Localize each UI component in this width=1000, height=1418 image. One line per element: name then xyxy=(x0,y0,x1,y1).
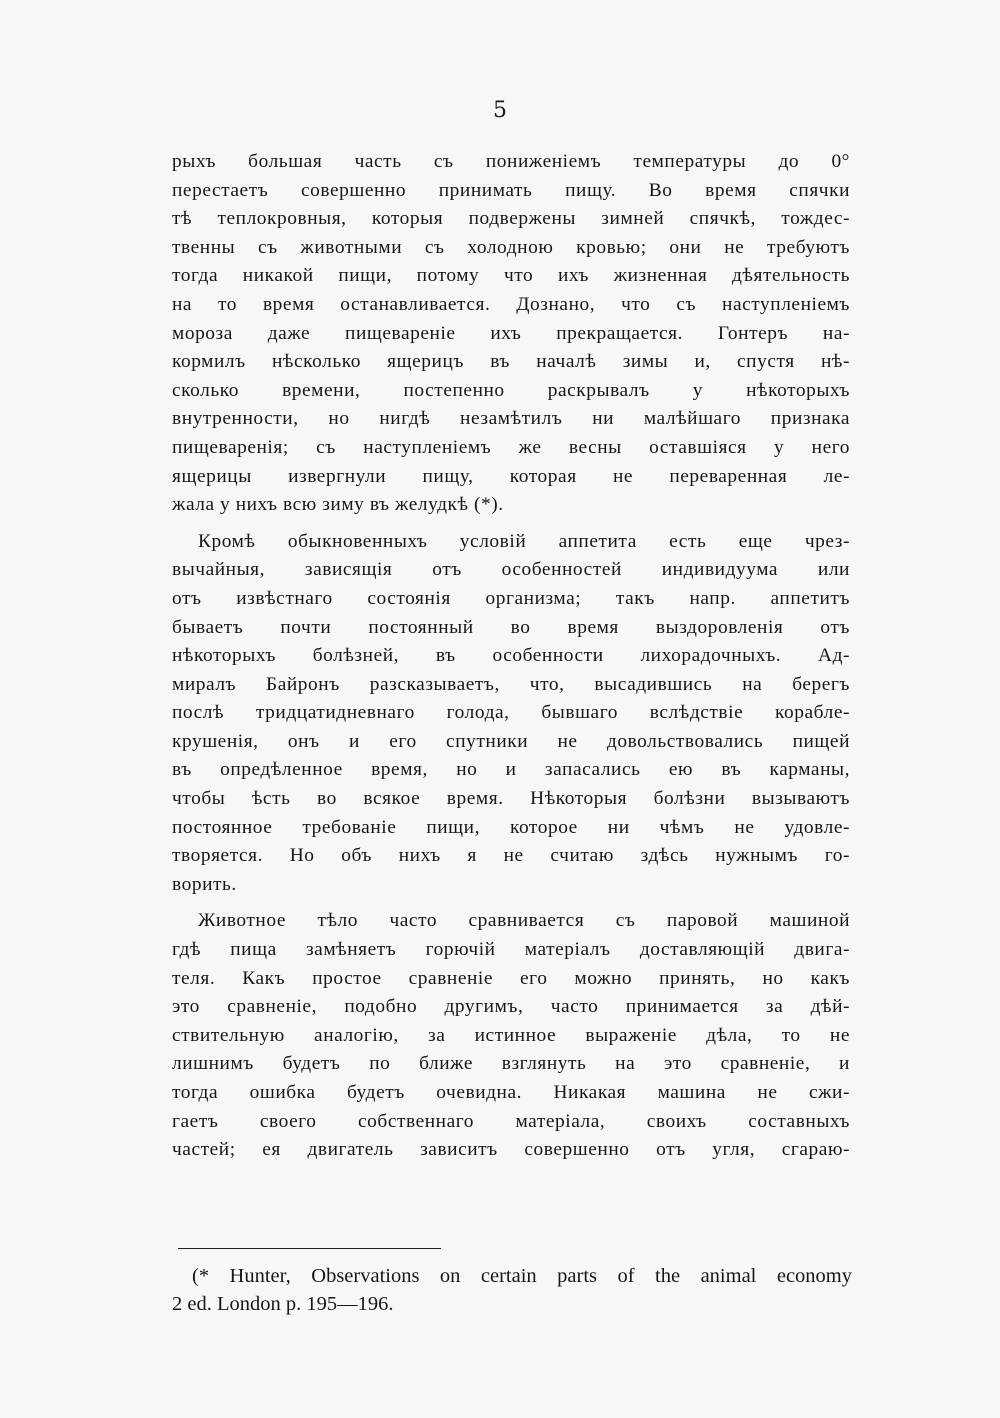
text-line: крушенія, онъ и его спутники не довольствовались пищей xyxy=(172,730,850,752)
text-line: мороза даже пищевареніе ихъ прекращается. Гонтеръ на- xyxy=(172,322,850,344)
text-line: вычайныя, зависящія отъ особенностей индивидуума или xyxy=(172,559,850,581)
text-line: пищеваренія; съ наступленіемъ же весны оставшіяся у него xyxy=(172,436,850,458)
text-line: Животное тѣло часто сравнивается съ паровой машиной xyxy=(198,910,850,932)
text-line: перестаетъ совершенно принимать пищу. Во время спячки xyxy=(172,179,850,201)
text-line: нѣкоторыхъ болѣзней, въ особенности лихорадочныхъ. Ад- xyxy=(172,645,850,667)
text-line: внутренности, но нигдѣ незамѣтилъ ни малѣйшаго признака xyxy=(172,408,850,430)
text-line: ствительную аналогію, за истинное выраженіе дѣла, то не xyxy=(172,1024,850,1046)
text-line: постоянное требованіе пищи, которое ни чѣмъ не удовле- xyxy=(172,816,850,838)
paragraph-1 xyxy=(172,148,850,520)
footnote-line: 2 ed. London p. 195—196. xyxy=(172,1293,394,1315)
text-line: гаетъ своего собственнаго матеріала, своихъ составныхъ xyxy=(172,1110,850,1132)
text-line: отъ извѣстнаго состоянія организма; такъ напр. аппетитъ xyxy=(172,587,850,609)
body-text xyxy=(172,148,850,1165)
text-line: лишнимъ будетъ по ближе взглянуть на это сравненіе, и xyxy=(172,1053,850,1075)
paragraph-gap xyxy=(172,899,850,907)
footnote-line: (* Hunter, Observations on certain parts of the animal economy xyxy=(192,1265,852,1287)
text-line: тѣ теплокровныя, которыя подвержены зимней спячкѣ, тождес- xyxy=(172,208,850,230)
text-line: жала у нихъ всю зиму въ желудкѣ (*). xyxy=(172,494,504,516)
paragraph-3 xyxy=(172,907,850,1164)
paragraph-2 xyxy=(172,528,850,900)
text-line: теля. Какъ простое сравненіе его можно принять, но какъ xyxy=(172,967,850,989)
text-line: ящерицы извергнули пищу, которая не переваренная ле- xyxy=(172,465,850,487)
text-line: бываетъ почти постоянный во время выздоровленія отъ xyxy=(172,616,850,638)
text-line: рыхъ большая часть съ пониженіемъ температуры до 0° xyxy=(172,151,850,172)
text-line: ворить. xyxy=(172,873,237,895)
text-line: Кромѣ обыкновенныхъ условій аппетита есть еще чрез- xyxy=(198,530,850,552)
footnote xyxy=(172,1262,852,1318)
text-line: тогда никакой пищи, потому что ихъ жизненная дѣятельность xyxy=(172,265,850,287)
page-number: 5 xyxy=(493,98,507,123)
text-line: гдѣ пища замѣняетъ горючій матеріалъ доставляющій двига- xyxy=(172,939,850,961)
text-line: чтобы ѣсть во всякое время. Нѣкоторыя болѣзни вызываютъ xyxy=(172,788,850,810)
text-line: твенны съ животными съ холодною кровью; они не требуютъ xyxy=(172,236,850,258)
text-line: на то время останавливается. Дознано, что съ наступленіемъ xyxy=(172,293,850,315)
text-line: частей; ея двигатель зависитъ совершенно отъ угля, сгараю- xyxy=(172,1139,850,1161)
text-line: сколько времени, постепенно раскрывалъ у нѣкоторыхъ xyxy=(172,379,850,401)
text-line: тогда ошибка будетъ очевидна. Никакая машина не сжи- xyxy=(172,1082,850,1103)
text-line: творяется. Но объ нихъ я не считаю здѣсь нужнымъ го- xyxy=(172,845,850,867)
paragraph-gap xyxy=(172,520,850,528)
footnote-divider xyxy=(178,1248,441,1249)
text-line: кормилъ нѣсколько ящерицъ въ началѣ зимы и, спустя нѣ- xyxy=(172,351,850,373)
text-line: миралъ Байронъ разсказываетъ, что, высадившись на берегъ xyxy=(172,673,850,695)
text-line: это сравненіе, подобно другимъ, часто принимается за дѣй- xyxy=(172,996,850,1018)
text-line: въ опредѣленное время, но и запасались ею въ карманы, xyxy=(172,759,850,781)
text-line: послѣ тридцатидневнаго голода, бывшаго вслѣдствіе корабле- xyxy=(172,702,850,724)
